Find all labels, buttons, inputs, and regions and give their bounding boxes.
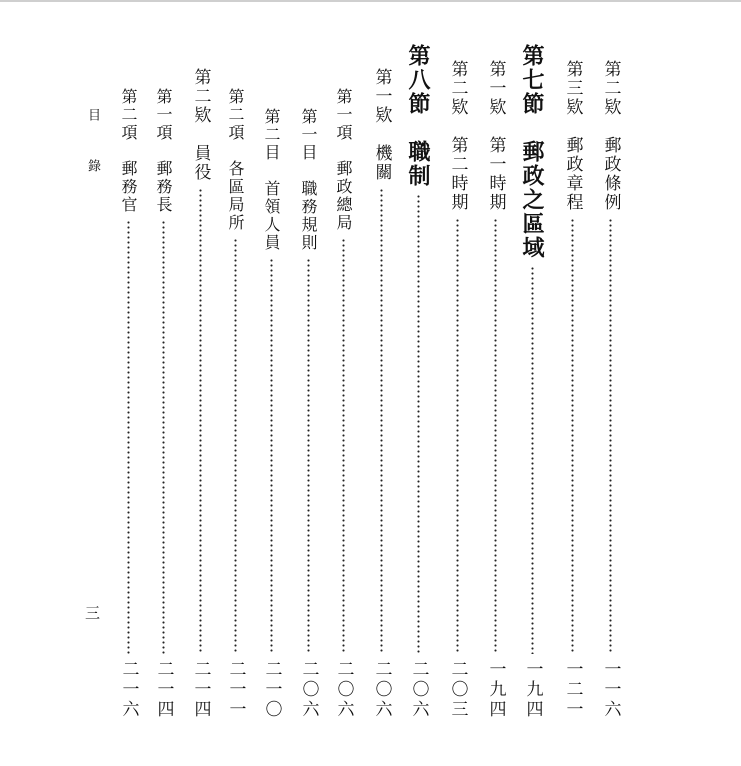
- toc-section-label: 第八節 職制: [405, 44, 431, 188]
- toc-leader-dots: [234, 238, 237, 654]
- toc-section: [518, 44, 546, 720]
- toc-leader-dots: [127, 220, 130, 654]
- running-head: 目錄: [85, 108, 100, 210]
- toc-section-label: 第七節 郵政之區域: [519, 44, 545, 260]
- toc-entry-label: 第一項 郵務長: [154, 88, 173, 214]
- toc-entry: [598, 60, 622, 720]
- toc-entry-label: 第二欵 第二時期: [447, 60, 468, 212]
- toc-entry: [483, 60, 507, 720]
- toc-entry-label: 第二目 首領人員: [262, 108, 281, 252]
- toc-entry-label: 第一欵 第一時期: [485, 60, 506, 212]
- toc-entry-page: 二〇六: [333, 660, 354, 720]
- toc-entry: [223, 88, 247, 720]
- toc-entry-page: 二〇三: [447, 660, 468, 720]
- toc-entry: [116, 88, 140, 720]
- toc-entry: [369, 68, 393, 720]
- page-top-rule: [0, 0, 741, 2]
- toc-leader-dots: [380, 188, 383, 654]
- toc-entry-page: 一九四: [485, 660, 506, 720]
- toc-entry: [445, 60, 469, 720]
- toc-leader-dots: [199, 188, 202, 654]
- toc-entry-label: 第三欵 郵政章程: [562, 60, 583, 212]
- toc-entry-page: 二〇六: [408, 660, 429, 720]
- toc-entry-label: 第一欵 機關: [371, 68, 392, 182]
- toc-entry-label: 第二欵 郵政條例: [600, 60, 621, 212]
- toc-entry-label: 第二項 郵務官: [119, 88, 138, 214]
- toc-entry-page: 二〇六: [371, 660, 392, 720]
- toc-entry-page: 二一六: [118, 660, 139, 720]
- toc-leader-dots: [494, 218, 497, 654]
- toc-entry-label: 第二項 各區局所: [226, 88, 245, 232]
- toc-leader-dots: [531, 266, 534, 654]
- toc-section: [404, 44, 432, 720]
- toc-leader-dots: [417, 194, 420, 654]
- toc-entry-page: 二一一: [225, 660, 246, 720]
- toc-entry-page: 一一六: [600, 660, 621, 720]
- toc-leader-dots: [307, 258, 310, 654]
- toc-entry-page: 二一四: [190, 660, 211, 720]
- toc-leader-dots: [571, 218, 574, 654]
- toc-entry: [331, 88, 355, 720]
- toc-entry-page: 二一四: [153, 660, 174, 720]
- toc-leader-dots: [342, 238, 345, 654]
- page-number: 三: [83, 605, 101, 620]
- toc-entry: [296, 108, 320, 720]
- toc-entry: [151, 88, 175, 720]
- toc-leader-dots: [270, 258, 273, 654]
- toc-leader-dots: [162, 220, 165, 654]
- toc-entry: [259, 108, 283, 720]
- toc-entry-page: 二〇六: [298, 660, 319, 720]
- toc-entry-label: 第二欵 員役: [190, 68, 211, 182]
- toc-entry-label: 第一目 職務規則: [299, 108, 318, 252]
- toc-entry: [560, 60, 584, 720]
- toc-entry-label: 第一項 郵政總局: [334, 88, 353, 232]
- toc-leader-dots: [609, 218, 612, 654]
- toc-entry: [188, 68, 212, 720]
- toc-entry-page: 一九四: [522, 660, 543, 720]
- toc-leader-dots: [456, 218, 459, 654]
- toc-entry-page: 一二一: [562, 660, 583, 720]
- toc-entry-page: 二一〇: [261, 660, 282, 720]
